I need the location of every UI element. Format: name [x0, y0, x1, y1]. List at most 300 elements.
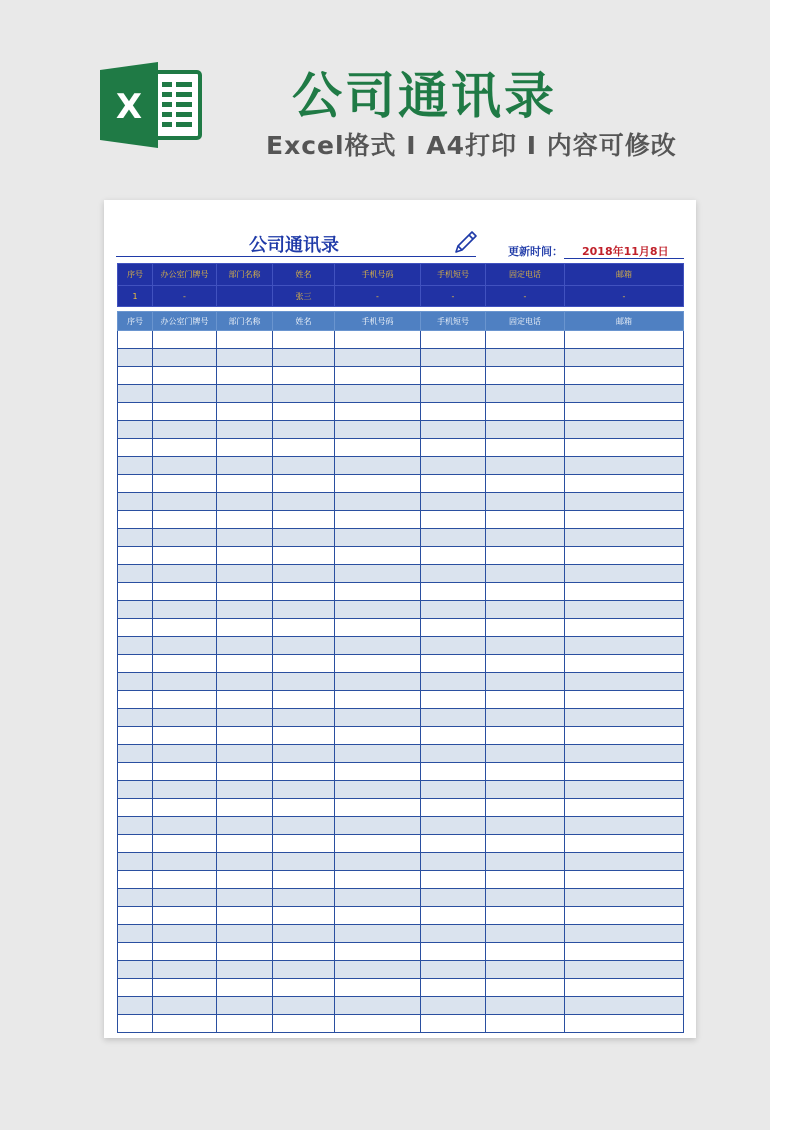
- table-cell[interactable]: [565, 997, 684, 1015]
- table-cell[interactable]: [217, 331, 273, 349]
- table-cell[interactable]: [335, 475, 421, 493]
- table-cell[interactable]: [565, 889, 684, 907]
- table-cell[interactable]: [335, 583, 421, 601]
- table-cell[interactable]: [273, 763, 335, 781]
- table-cell[interactable]: [273, 709, 335, 727]
- table-cell[interactable]: [421, 673, 486, 691]
- table-cell[interactable]: [153, 799, 217, 817]
- table-cell[interactable]: [153, 943, 217, 961]
- table-cell[interactable]: [565, 853, 684, 871]
- table-cell[interactable]: [565, 619, 684, 637]
- table-cell[interactable]: [486, 745, 565, 763]
- table-cell[interactable]: [486, 889, 565, 907]
- table-cell[interactable]: [217, 1015, 273, 1033]
- table-cell[interactable]: [486, 457, 565, 475]
- table-cell[interactable]: [565, 583, 684, 601]
- table-cell[interactable]: [421, 475, 486, 493]
- table-cell[interactable]: [486, 655, 565, 673]
- table-cell[interactable]: [565, 745, 684, 763]
- table-cell[interactable]: [217, 691, 273, 709]
- table-cell[interactable]: [153, 367, 217, 385]
- table-cell[interactable]: [565, 943, 684, 961]
- table-cell[interactable]: [217, 745, 273, 763]
- table-cell[interactable]: [118, 727, 153, 745]
- table-cell[interactable]: [421, 511, 486, 529]
- table-cell[interactable]: [217, 367, 273, 385]
- table-cell[interactable]: [565, 601, 684, 619]
- table-cell[interactable]: [273, 745, 335, 763]
- table-cell[interactable]: [118, 907, 153, 925]
- table-cell[interactable]: [421, 565, 486, 583]
- table-cell[interactable]: [217, 349, 273, 367]
- table-cell[interactable]: [486, 403, 565, 421]
- table-cell[interactable]: [118, 925, 153, 943]
- table-cell[interactable]: [217, 286, 273, 307]
- table-cell[interactable]: [153, 925, 217, 943]
- table-cell[interactable]: [273, 673, 335, 691]
- table-cell[interactable]: [486, 907, 565, 925]
- table-cell[interactable]: [335, 763, 421, 781]
- table-cell[interactable]: [273, 889, 335, 907]
- table-cell[interactable]: [273, 817, 335, 835]
- table-cell[interactable]: [118, 943, 153, 961]
- table-cell[interactable]: [153, 745, 217, 763]
- table-cell[interactable]: [486, 331, 565, 349]
- table-cell[interactable]: [118, 961, 153, 979]
- table-cell[interactable]: [217, 655, 273, 673]
- table-cell[interactable]: [421, 367, 486, 385]
- table-cell[interactable]: [217, 799, 273, 817]
- table-cell[interactable]: [486, 817, 565, 835]
- table-cell[interactable]: [217, 889, 273, 907]
- table-cell[interactable]: [118, 763, 153, 781]
- table-cell[interactable]: [273, 727, 335, 745]
- table-cell[interactable]: [217, 763, 273, 781]
- table-cell[interactable]: [335, 781, 421, 799]
- table-cell[interactable]: 1: [118, 286, 153, 307]
- table-cell[interactable]: [421, 637, 486, 655]
- table-cell[interactable]: [486, 943, 565, 961]
- table-cell[interactable]: [565, 727, 684, 745]
- table-cell[interactable]: [217, 817, 273, 835]
- table-cell[interactable]: [565, 349, 684, 367]
- table-cell[interactable]: [565, 781, 684, 799]
- table-cell[interactable]: [565, 457, 684, 475]
- table-cell[interactable]: -: [486, 286, 565, 307]
- table-cell[interactable]: [153, 961, 217, 979]
- table-cell[interactable]: [486, 925, 565, 943]
- table-cell[interactable]: [486, 727, 565, 745]
- table-cell[interactable]: [486, 349, 565, 367]
- table-cell[interactable]: [153, 565, 217, 583]
- table-cell[interactable]: [565, 691, 684, 709]
- table-cell[interactable]: [153, 907, 217, 925]
- table-cell[interactable]: [118, 655, 153, 673]
- table-cell[interactable]: [118, 385, 153, 403]
- table-cell[interactable]: [421, 1015, 486, 1033]
- table-cell[interactable]: [217, 403, 273, 421]
- table-cell[interactable]: [486, 997, 565, 1015]
- table-cell[interactable]: [273, 799, 335, 817]
- table-cell[interactable]: [486, 1015, 565, 1033]
- table-cell[interactable]: [335, 727, 421, 745]
- table-cell[interactable]: [335, 871, 421, 889]
- table-cell[interactable]: [217, 583, 273, 601]
- table-cell[interactable]: [153, 979, 217, 997]
- table-cell[interactable]: [153, 1015, 217, 1033]
- table-cell[interactable]: [153, 763, 217, 781]
- table-cell[interactable]: [273, 655, 335, 673]
- table-cell[interactable]: [153, 439, 217, 457]
- table-cell[interactable]: [217, 709, 273, 727]
- table-cell[interactable]: [486, 853, 565, 871]
- table-cell[interactable]: [273, 619, 335, 637]
- table-cell[interactable]: [565, 475, 684, 493]
- table-cell[interactable]: [153, 619, 217, 637]
- table-cell[interactable]: [118, 637, 153, 655]
- table-cell[interactable]: [421, 529, 486, 547]
- table-cell[interactable]: [273, 367, 335, 385]
- table-cell[interactable]: [486, 421, 565, 439]
- table-cell[interactable]: [335, 331, 421, 349]
- table-cell[interactable]: [565, 493, 684, 511]
- table-cell[interactable]: [335, 493, 421, 511]
- table-cell[interactable]: [421, 457, 486, 475]
- table-cell[interactable]: [273, 1015, 335, 1033]
- table-cell[interactable]: [273, 583, 335, 601]
- table-cell[interactable]: [153, 457, 217, 475]
- table-cell[interactable]: [335, 1015, 421, 1033]
- table-cell[interactable]: [421, 421, 486, 439]
- table-cell[interactable]: [335, 907, 421, 925]
- table-cell[interactable]: [273, 835, 335, 853]
- table-cell[interactable]: [421, 601, 486, 619]
- table-cell[interactable]: [153, 871, 217, 889]
- table-cell[interactable]: [335, 565, 421, 583]
- table-cell[interactable]: [153, 727, 217, 745]
- table-cell[interactable]: [118, 709, 153, 727]
- table-cell[interactable]: [153, 403, 217, 421]
- table-cell[interactable]: [217, 979, 273, 997]
- table-cell[interactable]: [565, 1015, 684, 1033]
- table-cell[interactable]: [273, 421, 335, 439]
- table-cell[interactable]: [118, 997, 153, 1015]
- table-cell[interactable]: [273, 781, 335, 799]
- table-cell[interactable]: [565, 385, 684, 403]
- table-cell[interactable]: [486, 475, 565, 493]
- table-cell[interactable]: [486, 691, 565, 709]
- table-cell[interactable]: [565, 547, 684, 565]
- table-cell[interactable]: [421, 835, 486, 853]
- table-cell[interactable]: [153, 583, 217, 601]
- table-cell[interactable]: [217, 565, 273, 583]
- table-cell[interactable]: [335, 655, 421, 673]
- table-cell[interactable]: [421, 547, 486, 565]
- table-cell[interactable]: [486, 961, 565, 979]
- table-cell[interactable]: [273, 907, 335, 925]
- table-cell[interactable]: [565, 817, 684, 835]
- table-cell[interactable]: [118, 673, 153, 691]
- table-cell[interactable]: [421, 799, 486, 817]
- table-cell[interactable]: -: [153, 286, 217, 307]
- table-cell[interactable]: [118, 457, 153, 475]
- table-cell[interactable]: [486, 835, 565, 853]
- table-cell[interactable]: [118, 817, 153, 835]
- table-cell[interactable]: [118, 529, 153, 547]
- table-cell[interactable]: [421, 997, 486, 1015]
- table-cell[interactable]: [118, 1015, 153, 1033]
- table-cell[interactable]: [486, 601, 565, 619]
- table-cell[interactable]: [153, 817, 217, 835]
- table-cell[interactable]: [565, 655, 684, 673]
- table-cell[interactable]: [118, 331, 153, 349]
- table-cell[interactable]: [118, 781, 153, 799]
- table-cell[interactable]: [273, 961, 335, 979]
- table-cell[interactable]: [273, 691, 335, 709]
- table-cell[interactable]: [153, 475, 217, 493]
- table-cell[interactable]: [486, 619, 565, 637]
- table-cell[interactable]: [335, 637, 421, 655]
- table-cell[interactable]: [153, 673, 217, 691]
- table-cell[interactable]: [118, 889, 153, 907]
- table-cell[interactable]: [153, 529, 217, 547]
- table-cell[interactable]: [335, 997, 421, 1015]
- table-cell[interactable]: [217, 727, 273, 745]
- table-cell[interactable]: [273, 385, 335, 403]
- table-cell[interactable]: [335, 619, 421, 637]
- table-cell[interactable]: [335, 817, 421, 835]
- table-cell[interactable]: [421, 853, 486, 871]
- table-cell[interactable]: [565, 529, 684, 547]
- table-cell[interactable]: [118, 799, 153, 817]
- table-cell[interactable]: [273, 637, 335, 655]
- table-cell[interactable]: [335, 529, 421, 547]
- table-cell[interactable]: [217, 637, 273, 655]
- table-cell[interactable]: [118, 403, 153, 421]
- table-cell[interactable]: [421, 961, 486, 979]
- table-cell[interactable]: [335, 673, 421, 691]
- table-cell[interactable]: [217, 475, 273, 493]
- table-cell[interactable]: [486, 385, 565, 403]
- table-cell[interactable]: [153, 781, 217, 799]
- table-cell[interactable]: [273, 403, 335, 421]
- table-cell[interactable]: [421, 403, 486, 421]
- table-cell[interactable]: [421, 763, 486, 781]
- table-cell[interactable]: [273, 349, 335, 367]
- table-cell[interactable]: [153, 493, 217, 511]
- table-cell[interactable]: [273, 439, 335, 457]
- table-cell[interactable]: [335, 403, 421, 421]
- table-cell[interactable]: [335, 889, 421, 907]
- table-cell[interactable]: [421, 727, 486, 745]
- table-cell[interactable]: [335, 943, 421, 961]
- table-cell[interactable]: [273, 853, 335, 871]
- table-cell[interactable]: [565, 871, 684, 889]
- table-cell[interactable]: [421, 979, 486, 997]
- table-cell[interactable]: [273, 529, 335, 547]
- table-cell[interactable]: [565, 403, 684, 421]
- table-cell[interactable]: [153, 835, 217, 853]
- table-cell[interactable]: [486, 583, 565, 601]
- table-cell[interactable]: [273, 457, 335, 475]
- table-cell[interactable]: [217, 925, 273, 943]
- table-cell[interactable]: [565, 421, 684, 439]
- table-cell[interactable]: [118, 421, 153, 439]
- table-cell[interactable]: [486, 511, 565, 529]
- table-cell[interactable]: [421, 889, 486, 907]
- table-cell[interactable]: [118, 871, 153, 889]
- table-cell[interactable]: [118, 583, 153, 601]
- table-cell[interactable]: [217, 907, 273, 925]
- table-cell[interactable]: [273, 565, 335, 583]
- table-cell[interactable]: [335, 961, 421, 979]
- table-cell[interactable]: [217, 385, 273, 403]
- table-cell[interactable]: [273, 997, 335, 1015]
- table-cell[interactable]: [565, 367, 684, 385]
- table-cell[interactable]: [565, 835, 684, 853]
- table-cell[interactable]: [421, 583, 486, 601]
- table-cell[interactable]: [421, 871, 486, 889]
- table-cell[interactable]: [486, 547, 565, 565]
- table-cell[interactable]: [565, 799, 684, 817]
- table-cell[interactable]: [217, 421, 273, 439]
- table-cell[interactable]: [118, 439, 153, 457]
- table-cell[interactable]: [421, 493, 486, 511]
- table-cell[interactable]: [335, 349, 421, 367]
- table-cell[interactable]: [335, 745, 421, 763]
- table-cell[interactable]: [486, 637, 565, 655]
- table-cell[interactable]: [421, 745, 486, 763]
- table-cell[interactable]: [273, 475, 335, 493]
- table-cell[interactable]: 张三: [273, 286, 335, 307]
- table-cell[interactable]: [335, 853, 421, 871]
- table-cell[interactable]: [486, 709, 565, 727]
- table-cell[interactable]: [217, 943, 273, 961]
- table-cell[interactable]: [565, 709, 684, 727]
- table-cell[interactable]: [421, 925, 486, 943]
- table-cell[interactable]: [565, 511, 684, 529]
- table-cell[interactable]: [421, 709, 486, 727]
- table-cell[interactable]: [565, 907, 684, 925]
- table-cell[interactable]: [486, 529, 565, 547]
- table-cell[interactable]: [565, 565, 684, 583]
- table-cell[interactable]: [118, 835, 153, 853]
- table-cell[interactable]: [118, 619, 153, 637]
- table-cell[interactable]: [421, 331, 486, 349]
- table-cell[interactable]: [118, 979, 153, 997]
- table-cell[interactable]: [153, 997, 217, 1015]
- table-cell[interactable]: [421, 943, 486, 961]
- table-cell[interactable]: [421, 817, 486, 835]
- table-cell[interactable]: [335, 601, 421, 619]
- table-cell[interactable]: [335, 367, 421, 385]
- table-cell[interactable]: [217, 529, 273, 547]
- table-cell[interactable]: [486, 763, 565, 781]
- table-cell[interactable]: [153, 691, 217, 709]
- table-cell[interactable]: [335, 511, 421, 529]
- table-cell[interactable]: -: [335, 286, 421, 307]
- table-cell[interactable]: [273, 493, 335, 511]
- table-cell[interactable]: [217, 853, 273, 871]
- table-cell[interactable]: [153, 421, 217, 439]
- table-cell[interactable]: [118, 349, 153, 367]
- table-cell[interactable]: [153, 349, 217, 367]
- table-cell[interactable]: [421, 691, 486, 709]
- table-cell[interactable]: [335, 979, 421, 997]
- table-cell[interactable]: [273, 601, 335, 619]
- table-cell[interactable]: [217, 439, 273, 457]
- table-cell[interactable]: [486, 781, 565, 799]
- table-cell[interactable]: [217, 673, 273, 691]
- table-cell[interactable]: [153, 709, 217, 727]
- table-cell[interactable]: [335, 547, 421, 565]
- table-cell[interactable]: [421, 439, 486, 457]
- table-cell[interactable]: [565, 439, 684, 457]
- table-cell[interactable]: [421, 781, 486, 799]
- table-cell[interactable]: [217, 619, 273, 637]
- table-cell[interactable]: [153, 889, 217, 907]
- table-cell[interactable]: [153, 853, 217, 871]
- table-cell[interactable]: [217, 997, 273, 1015]
- table-cell[interactable]: [421, 907, 486, 925]
- table-cell[interactable]: [273, 331, 335, 349]
- table-cell[interactable]: [217, 781, 273, 799]
- table-cell[interactable]: [421, 349, 486, 367]
- table-cell[interactable]: [118, 547, 153, 565]
- table-cell[interactable]: [486, 673, 565, 691]
- table-cell[interactable]: [217, 601, 273, 619]
- table-cell[interactable]: [565, 979, 684, 997]
- table-cell[interactable]: [565, 961, 684, 979]
- table-cell[interactable]: [565, 925, 684, 943]
- table-cell[interactable]: [486, 565, 565, 583]
- table-cell[interactable]: [335, 439, 421, 457]
- table-cell[interactable]: [565, 673, 684, 691]
- table-cell[interactable]: [486, 439, 565, 457]
- table-cell[interactable]: [486, 799, 565, 817]
- table-cell[interactable]: [217, 835, 273, 853]
- table-cell[interactable]: [153, 637, 217, 655]
- table-cell[interactable]: [118, 565, 153, 583]
- table-cell[interactable]: [153, 655, 217, 673]
- table-cell[interactable]: [153, 385, 217, 403]
- table-cell[interactable]: [118, 493, 153, 511]
- table-cell[interactable]: [565, 331, 684, 349]
- table-cell[interactable]: [486, 367, 565, 385]
- table-cell[interactable]: [118, 745, 153, 763]
- table-cell[interactable]: [421, 385, 486, 403]
- table-cell[interactable]: [335, 691, 421, 709]
- table-cell[interactable]: [421, 655, 486, 673]
- table-cell[interactable]: [273, 925, 335, 943]
- table-cell[interactable]: [153, 511, 217, 529]
- table-cell[interactable]: [118, 511, 153, 529]
- table-cell[interactable]: [118, 853, 153, 871]
- table-cell[interactable]: [335, 799, 421, 817]
- table-cell[interactable]: [565, 637, 684, 655]
- table-cell[interactable]: [118, 367, 153, 385]
- table-cell[interactable]: [217, 511, 273, 529]
- table-cell[interactable]: [273, 871, 335, 889]
- table-cell[interactable]: -: [565, 286, 684, 307]
- table-cell[interactable]: [565, 763, 684, 781]
- table-cell[interactable]: [486, 979, 565, 997]
- table-cell[interactable]: [217, 961, 273, 979]
- table-cell[interactable]: [335, 457, 421, 475]
- table-cell[interactable]: [486, 493, 565, 511]
- table-cell[interactable]: [217, 457, 273, 475]
- table-cell[interactable]: [153, 601, 217, 619]
